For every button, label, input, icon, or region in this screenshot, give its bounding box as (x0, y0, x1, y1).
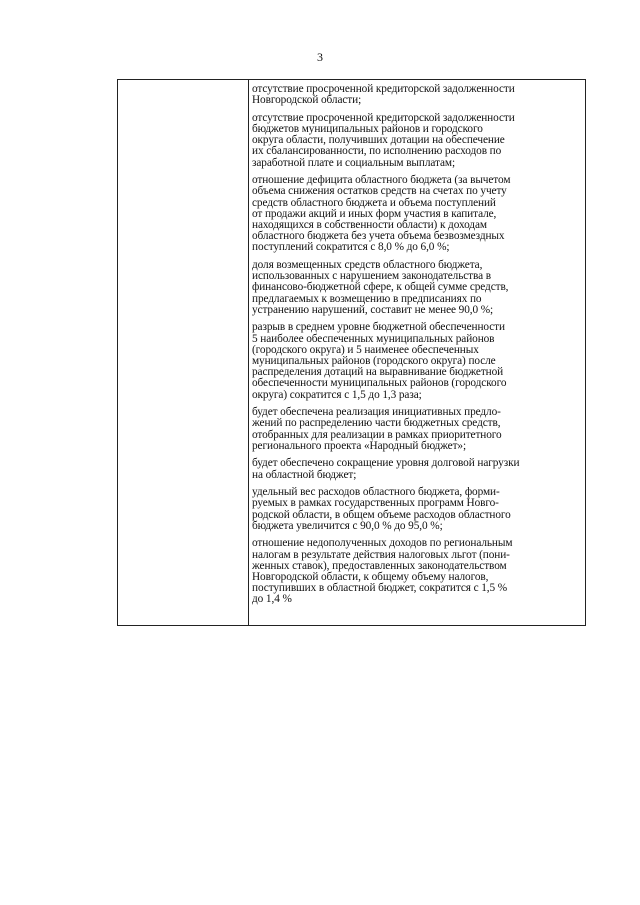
text-line: отсутствие просроченной кредиторской задолженности (252, 111, 515, 124)
text-line: их сбалансированности, по исполнению расходов по (252, 145, 502, 158)
indicator-paragraph (252, 458, 582, 480)
page-number: 3 (317, 50, 323, 64)
text-line: поступлений сократится с 8,0 % до 6,0 %; (252, 241, 450, 254)
text-line: Новгородской области, к общему объему налогов, (252, 571, 489, 584)
text-line: устранению нарушений, составит не менее 90,0 %; (252, 303, 494, 316)
indicator-paragraph (252, 175, 582, 253)
table-right-column (249, 80, 585, 625)
text-line: 5 наиболее обеспеченных муниципальных районов (252, 332, 495, 345)
indicator-paragraph (252, 113, 582, 169)
text-line: муниципальных районов (городского округа) после (252, 355, 496, 368)
text-line: родской области, в общем объеме расходов областного (252, 508, 511, 521)
text-line: жений по распределению части бюджетных средств, (252, 417, 501, 430)
text-line: доля возмещенных средств областного бюджета, (252, 259, 483, 272)
indicator-paragraph (252, 84, 582, 106)
text-line: округа) сократится с 1,5 до 1,3 раза; (252, 388, 422, 401)
text-line: округа области, получивших дотации на обеспечение (252, 134, 505, 147)
text-line: отобранных для реализации в рамках приоритетного (252, 428, 502, 441)
document-table (117, 79, 586, 626)
text-line: бюджета увеличится с 90,0 % до 95,0 %; (252, 519, 443, 532)
text-line: областного бюджета без учета объема безвозмездных (252, 230, 505, 243)
text-line: налогам в результате действия налоговых льгот (пони- (252, 548, 510, 561)
text-line: заработной плате и социальным выплатам; (252, 156, 456, 169)
indicator-paragraph (252, 407, 582, 452)
indicator-paragraph (252, 260, 582, 316)
text-line: руемых в рамках государственных программ Новго- (252, 497, 499, 510)
text-line: будет обеспечена реализация инициативных предло- (252, 406, 501, 419)
text-line: регионального проекта «Народный бюджет»; (252, 439, 467, 452)
indicator-paragraph (252, 487, 582, 532)
text-line: бюджетов муниципальных районов и городского (252, 123, 483, 135)
text-line: отношение недополученных доходов по региональным (252, 537, 513, 550)
text-line: объема снижения остатков средств на счетах по учету (252, 185, 507, 198)
text-line: от продажи акций и иных форм участия в капитале, (252, 207, 497, 220)
text-line: до 1,4 % (252, 593, 292, 606)
text-line: отсутствие просроченной кредиторской задолженности (252, 83, 515, 95)
text-line: разрыв в среднем уровне бюджетной обеспеченности (252, 321, 505, 334)
text-line: удельный вес расходов областного бюджета, форми- (252, 486, 500, 499)
text-line: (городского округа) и 5 наименее обеспеченных (252, 343, 479, 356)
text-line: использованных с нарушением законодательства в (252, 270, 491, 283)
text-line: на областной бюджет; (252, 468, 357, 481)
text-line: женных ставок), предоставленных законодательством (252, 559, 507, 572)
text-line: распределения дотаций на выравнивание бюджетной (252, 366, 504, 379)
text-line: поступивших в областной бюджет, сократится с 1,5 % (252, 582, 508, 595)
text-line: обеспеченности муниципальных районов (городского (252, 377, 507, 390)
indicator-paragraph (252, 322, 582, 400)
text-line: предлагаемых к возмещению в предписаниях по (252, 292, 482, 305)
text-line: будет обеспечено сокращение уровня долговой нагрузки (252, 457, 520, 470)
text-line: Новгородской области; (252, 94, 362, 107)
text-line: финансово-бюджетной сфере, к общей сумме средств, (252, 281, 509, 294)
indicator-paragraph (252, 538, 582, 605)
text-line: находящихся в собственности области) к доходам (252, 219, 487, 232)
text-line: средств областного бюджета и объема поступлений (252, 196, 496, 209)
table-left-column (118, 80, 249, 625)
text-line: отношение дефицита областного бюджета (за вычетом (252, 174, 511, 187)
